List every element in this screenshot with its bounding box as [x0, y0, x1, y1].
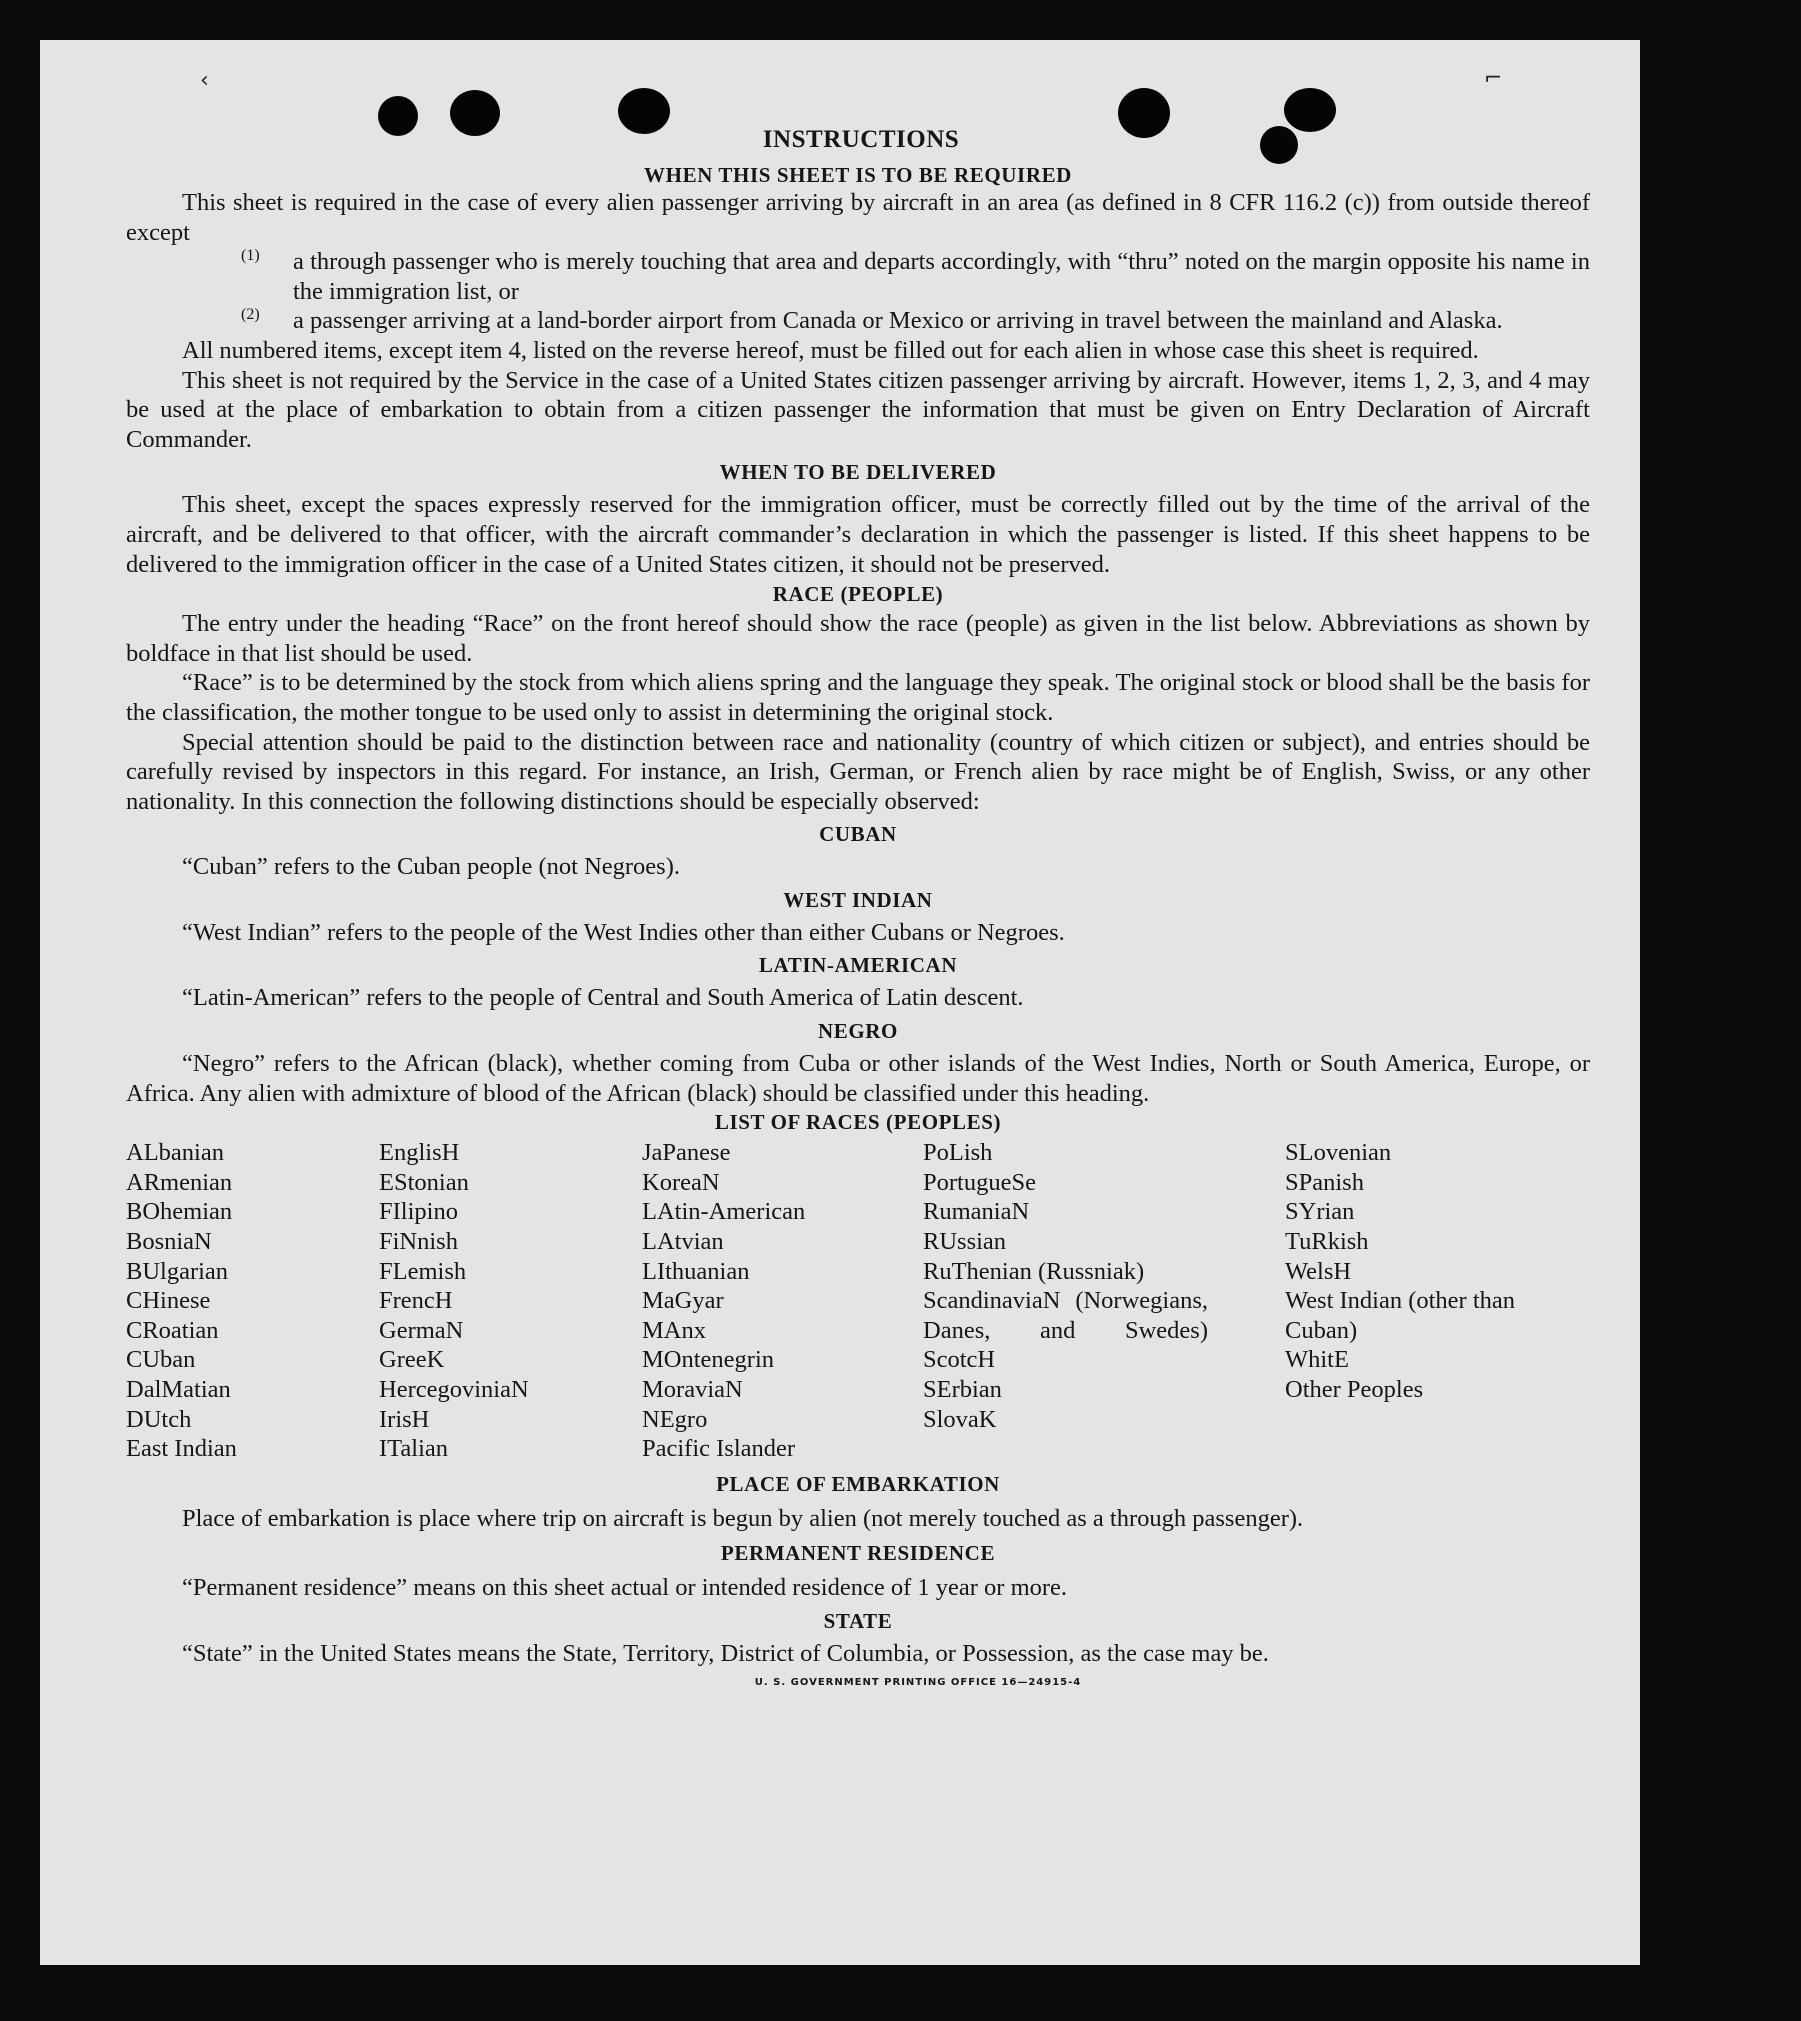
item-number: (2) — [241, 306, 260, 324]
race-entry: EnglisH — [379, 1139, 460, 1167]
race-entry: DUtch — [126, 1405, 192, 1433]
paragraph: “Race” is to be determined by the stock from which aliens spring and the language they speak. The original stock or blood shall be the basis for the classification, the mother tongue to be used only to assist in determining the original stock. — [126, 669, 1590, 726]
stray-mark: ‹ — [200, 68, 209, 93]
section-heading: LIST OF RACES (PEOPLES) — [714, 1110, 1002, 1135]
paragraph: This sheet is required in the case of every alien passenger arriving by aircraft in an area (as defined in 8 CFR 116.2 (c)) from outside thereof except — [126, 189, 1590, 246]
instructions-content — [126, 118, 1590, 1688]
section-heading: CUBAN — [819, 822, 897, 847]
race-entry: SPanish — [1285, 1168, 1364, 1196]
race-entry: SErbian — [923, 1376, 1002, 1403]
printer-imprint: U. S. GOVERNMENT PRINTING OFFICE 16—24915-4 — [754, 1676, 1082, 1688]
race-entry: SLovenian — [1285, 1139, 1392, 1167]
race-entry: FrencH — [379, 1287, 453, 1315]
paragraph: This sheet is not required by the Service in the case of a United States citizen passenger arriving by aircraft. However, items 1, 2, 3, and 4 may be used at the place of embarkation to obtain from a citizen passenger the information that must be given on Entry Declaration of Aircraft Commander. — [126, 366, 1590, 453]
document-page — [40, 40, 1640, 1965]
item-number: (1) — [241, 247, 260, 265]
paragraph: The entry under the heading “Race” on the front hereof should show the race (people) as given in the list below. Abbreviations as shown by boldface in that list should be used. — [126, 610, 1590, 667]
race-entry: GreeK — [379, 1346, 445, 1374]
section-heading: RACE (PEOPLE) — [772, 582, 944, 607]
section-heading: LATIN-AMERICAN — [758, 953, 958, 978]
race-entry: MoraviaN — [642, 1376, 743, 1403]
race-entry: CRoatian — [126, 1316, 219, 1344]
paragraph: Special attention should be paid to the distinction between race and nationality (country of which citizen or subject), and entries should be carefully revised by inspectors in this regard. For instance, an Irish, German, or French alien by race might be of English, Swiss, or any other nationality. In this connection the following distinctions should be especially observed: — [126, 728, 1590, 815]
race-entry: HercegoviniaN — [379, 1376, 529, 1403]
paragraph: “Permanent residence” means on this sheet actual or intended residence of 1 year or more. — [182, 1574, 1068, 1602]
page-title: INSTRUCTIONS — [762, 126, 960, 153]
race-list — [126, 1138, 1590, 1464]
stray-mark: ⌐ — [1484, 66, 1503, 91]
paragraph: “Cuban” refers to the Cuban people (not Negroes). — [182, 853, 680, 881]
race-entry: FiNnish — [379, 1228, 458, 1256]
race-entry: WelsH — [1285, 1257, 1352, 1285]
race-entry: Other Peoples — [1285, 1376, 1424, 1403]
race-entry: BosniaN — [126, 1228, 212, 1256]
item-text: a passenger arriving at a land-border airport from Canada or Mexico or arriving in travel between the mainland and Alaska. — [293, 307, 1503, 335]
section-heading: WHEN TO BE DELIVERED — [719, 460, 997, 485]
section-heading: PERMANENT RESIDENCE — [720, 1541, 996, 1566]
race-column — [1285, 1138, 1590, 1464]
race-entry: SYrian — [1285, 1198, 1355, 1226]
list-item — [126, 306, 1590, 336]
race-entry: JaPanese — [642, 1139, 731, 1167]
section-heading: STATE — [823, 1608, 893, 1633]
paragraph: “Latin-American” refers to the people of Central and South America of Latin descent. — [182, 984, 1024, 1012]
race-entry: BOhemian — [126, 1198, 233, 1226]
item-text: a through passenger who is merely touching that area and departs accordingly, with “thru” noted on the margin opposite his name in the immigration list, or — [293, 248, 1590, 305]
race-entry: TuRkish — [1285, 1228, 1369, 1256]
paragraph: “West Indian” refers to the people of the West Indies other than either Cubans or Negroes. — [182, 918, 1065, 946]
race-entry: LIthuanian — [642, 1257, 750, 1285]
race-entry: East Indian — [126, 1435, 237, 1463]
race-entry: RUssian — [923, 1228, 1007, 1256]
race-column — [923, 1138, 1285, 1464]
list-item — [126, 247, 1590, 306]
race-entry: FLemish — [379, 1257, 467, 1285]
race-entry: BUlgarian — [126, 1257, 229, 1285]
race-entry: WhitE — [1285, 1346, 1349, 1374]
race-entry: PortugueSe — [923, 1168, 1036, 1196]
race-entry: NEgro — [642, 1405, 708, 1433]
race-entry: MOntenegrin — [642, 1346, 774, 1374]
race-entry: LAtvian — [642, 1228, 724, 1256]
race-entry: ITalian — [379, 1435, 449, 1463]
race-entry: CUban — [126, 1346, 196, 1374]
section-heading: WEST INDIAN — [783, 887, 933, 912]
paragraph: “Negro” refers to the African (black), whether coming from Cuba or other islands of the West Indies, North or South America, Europe, or Africa. Any alien with admixture of blood of the African (black) should be classified under this heading. — [126, 1050, 1590, 1107]
race-entry: ALbanian — [126, 1139, 224, 1167]
race-entry: ARmenian — [126, 1168, 233, 1196]
race-entry: RumaniaN — [923, 1198, 1030, 1226]
race-entry: LAtin-American — [642, 1198, 806, 1226]
paragraph: All numbered items, except item 4, listed on the reverse hereof, must be filled out for each alien in whose case this sheet is required. — [182, 336, 1479, 364]
race-column — [126, 1138, 379, 1464]
race-entry: PoLish — [923, 1139, 993, 1167]
paragraph: This sheet, except the spaces expressly reserved for the immigration officer, must be correctly filled out by the time of the arrival of the aircraft, and be delivered to that officer, with the aircraft commander’s declaration in which the passenger is listed. If this sheet happens to be delivered to the immigration officer in the case of a United States citizen, it should not be preserved. — [126, 491, 1590, 578]
race-entry: ScandinaviaN (Norwegians, Danes, and Swedes) — [923, 1287, 1208, 1344]
race-column — [642, 1138, 923, 1464]
race-entry: RuThenian (Russniak) — [923, 1257, 1145, 1285]
race-entry: KoreaN — [642, 1168, 720, 1196]
paragraph: Place of embarkation is place where trip on aircraft is begun by alien (not merely touched as a through passenger). — [182, 1504, 1304, 1532]
section-heading: WHEN THIS SHEET IS TO BE REQUIRED — [644, 163, 1072, 187]
race-entry: MAnx — [642, 1316, 706, 1344]
section-heading: NEGRO — [817, 1019, 898, 1044]
race-entry: GermaN — [379, 1316, 464, 1344]
race-entry: ScotcH — [923, 1346, 996, 1374]
race-entry: CHinese — [126, 1287, 211, 1315]
race-entry: IrisH — [379, 1405, 430, 1433]
race-entry: FIlipino — [379, 1198, 458, 1226]
race-entry: MaGyar — [642, 1287, 724, 1315]
race-column — [379, 1138, 642, 1464]
race-entry: West Indian (other than Cuban) — [1285, 1287, 1516, 1344]
race-entry: Pacific Islander — [642, 1435, 796, 1463]
race-entry: SlovaK — [923, 1405, 997, 1433]
paragraph: “State” in the United States means the State, Territory, District of Columbia, or Possession, as the case may be. — [182, 1639, 1269, 1667]
race-entry: DalMatian — [126, 1376, 231, 1403]
section-heading: PLACE OF EMBARKATION — [716, 1471, 1000, 1496]
race-entry: EStonian — [379, 1168, 469, 1196]
